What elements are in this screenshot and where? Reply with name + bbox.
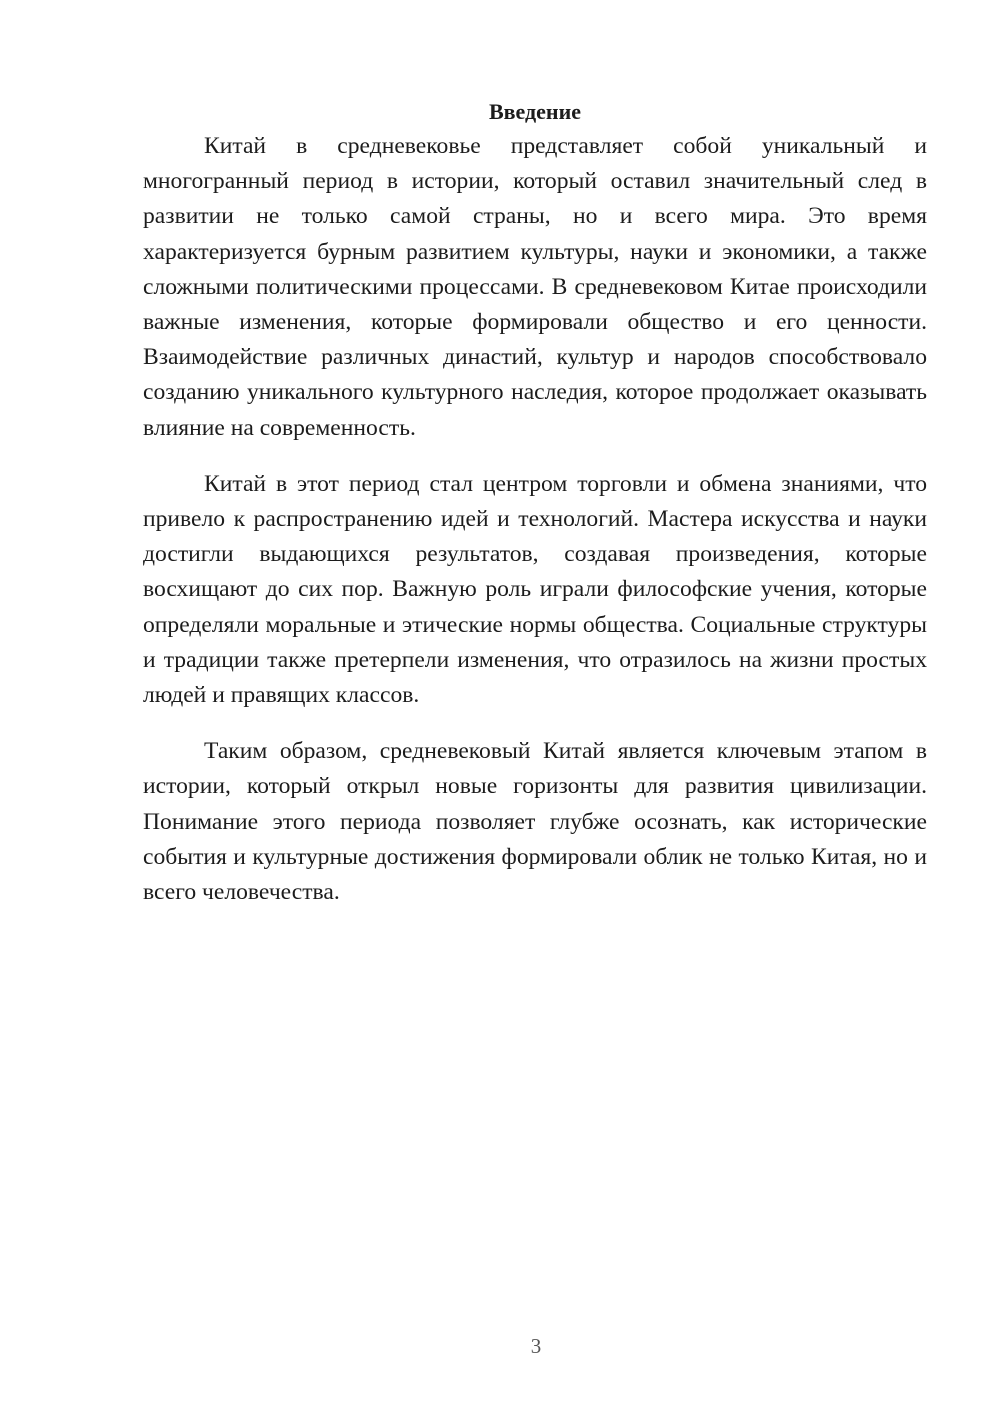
page-content [143, 95, 927, 931]
paragraph-2: Китай в этот период стал центром торговли и обмена знаниями, что привело к распространению идей и технологий. Мастера искусства и науки достигли выдающихся результатов, создавая произведения, которые восхищают до сих пор. Важную роль играли философские учения, которые определяли моральные и этические нормы общества. Социальные структуры и традиции также претерпели изменения, что отразилось на жизни простых людей и правящих классов. [143, 470, 927, 709]
paragraph-3: Таким образом, средневековый Китай является ключевым этапом в истории, который открыл новые горизонты для развития цивилизации. Понимание этого периода позволяет глубже осознать, как исторические события и культурные достижения формировали облик не только Китая, но и всего человечества. [143, 738, 927, 906]
page-number: 3 [530, 1334, 542, 1358]
section-title: Введение [488, 99, 582, 124]
paragraph-1: Китай в средневековье представляет собой уникальный и многогранный период в истории, который оставил значительный след в развитии не только самой страны, но и всего мира. Это время характеризуется бурным развитием культуры, науки и экономики, а также сложными политическими процессами. В средневековом Китае происходили важные изменения, которые формировали общество и его ценности. Взаимодействие различных династий, культур и народов способствовало созданию уникального культурного наследия, которое продолжает оказывать влияние на современность. [143, 133, 927, 441]
